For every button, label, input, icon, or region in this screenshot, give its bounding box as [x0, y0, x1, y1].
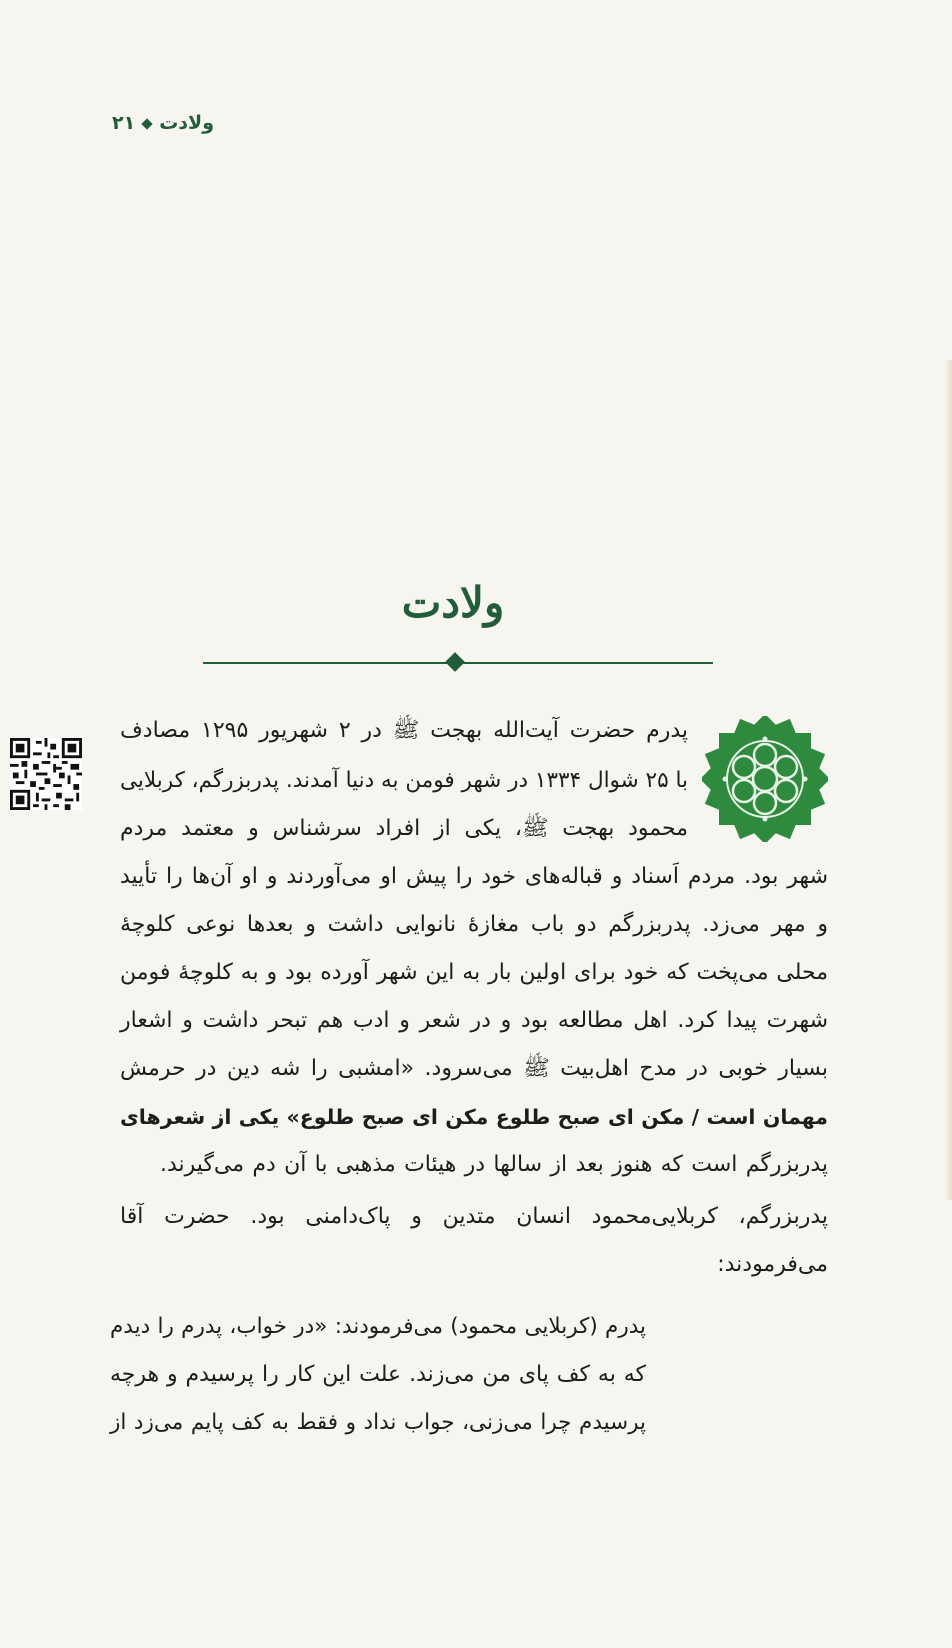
- paragraph-line: شهر بود. مردم اَسناد و قباله‌های خود را پیش او می‌آوردند و او آن‌ها را تأیید: [120, 864, 828, 889]
- paragraph-line: پدرم حضرت آیت‌الله بهجت ﷺ در ۲ شهریور ۱۲۹۵ مصادف: [120, 718, 689, 743]
- running-head-page-number: ۲۱: [112, 112, 136, 134]
- paragraph-line: محمود بهجت ﷺ، یکی از افراد سرشناس و معتمد مردم: [120, 816, 688, 841]
- paragraph-line: پدربزرگم، کربلایی‌محمود انسان متدین و پاک‌دامنی بود. حضرت آقا: [120, 1204, 828, 1229]
- quote-line: پدرم (کربلایی محمود) می‌فرمودند: «در خواب، پدرم را دیدم: [110, 1314, 646, 1339]
- paragraph-line: می‌فرمودند:: [717, 1252, 828, 1277]
- paragraph-line: مهمان است / مکن ای صبح طلوع مکن ای صبح طلوع» یکی از شعرهای: [120, 1105, 828, 1129]
- paragraph-line: محلی می‌پخت که خود برای اولین بار به این شهر آورده بود و به کلوچهٔ فومن: [120, 960, 828, 985]
- running-head-chapter: ولادت: [159, 112, 215, 134]
- paragraph-line: و مهر می‌زد. پدربزرگم دو باب مغازهٔ نانوایی داشت و بعدها نوعی کلوچهٔ: [120, 912, 828, 937]
- paragraph-line: با ۲۵ شوال ۱۳۳۴ در شهر فومن به دنیا آمدند. پدربزرگم، کربلایی: [120, 768, 688, 793]
- paragraph-line: شهرت پیدا کرد. اهل مطالعه بود و در شعر و ادب هم تبحر داشت و اشعار: [120, 1008, 828, 1033]
- paragraph-line: پدربزرگم است که هنوز بعد از سالها در هیئات مذهبی با آن دم می‌گیرند.: [160, 1152, 828, 1177]
- paragraph-line: بسیار خوبی در مدح اهل‌بیت ﷺ می‌سرود. «امشبی را شه دین در حرمش: [120, 1056, 828, 1081]
- quote-line: پرسیدم چرا می‌زنی، جواب نداد و فقط به کف پایم می‌زد از: [110, 1410, 646, 1435]
- chapter-title: ولادت: [401, 578, 505, 627]
- quote-line: که به کف پای من می‌زند. علت این کار را پرسیدم و هرچه: [110, 1362, 646, 1387]
